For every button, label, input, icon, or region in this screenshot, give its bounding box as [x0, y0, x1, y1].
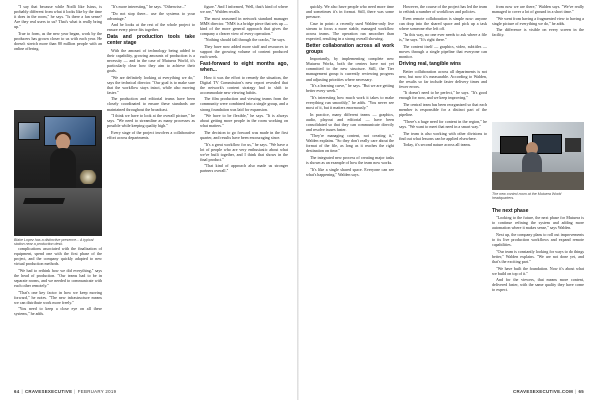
paragraph: Better collaboration across all departments is not new, but now it's measurable. According to Walden, the results so far include faster delivery times and fewer errors.: [399, 68, 487, 89]
right-column-3-top: [492, 4, 584, 120]
right-column-1: [306, 4, 394, 376]
paragraph: "You need to keep a close eye on all these systems," he adds.: [14, 306, 102, 317]
paragraph: "There's a huge need for content in the region," he says. "We want to meet that need in a smart way.": [399, 118, 487, 129]
paragraph: "We have built the foundation. Now it's about what we build on top of it.": [492, 265, 584, 276]
paragraph: "We went from having a fragmented view to having a single picture of everything we do," he adds.: [492, 15, 584, 26]
paragraph: "We are definitely looking at everything we do," says the technical director. "Our goal is to make sure that the workflow stays intact, while also moving faster.": [107, 74, 195, 95]
paragraph: Even remote collaboration is simple now: anyone can drop into the shared space and pick up a task where someone else left off.: [399, 15, 487, 31]
paragraph: "We have to be flexible," he says. "It is always about getting more people in the room working on what matters.": [200, 113, 288, 129]
desk-graphic: [14, 188, 102, 236]
paragraph: "It's more interesting," he says. "Otherwise...": [111, 4, 187, 9]
paragraph: However, the course of the project has led the team to rethink a number of workflows and policies.: [399, 4, 487, 15]
paragraph: Today, it's second nature across all teams.: [403, 142, 472, 148]
page-footer-right: CRAVESEXECUTIVE.COM | 65: [513, 389, 584, 394]
left-column-2: [107, 4, 195, 376]
magazine-name: CRAVESEXECUTIVE.COM: [513, 389, 574, 394]
photo-caption: Blake Lopez has a distinctive presence... A typical station near a production desk.: [14, 238, 94, 247]
paragraph: "That's one key factor in how we keep moving forward," he notes. "The new infrastructure means we can distribute work more freely.": [14, 289, 102, 305]
paragraph: Every stage of the project involves a collaborative effort across departments.: [107, 129, 195, 140]
paragraph: The team is also working with other divisions to find out what lessons can be applied elsewhere.: [399, 130, 487, 141]
paragraph: from now we are there," Walden says. "We've really managed to cover a lot of ground in a short time.": [492, 4, 584, 15]
magazine-name: CRAVESEXECUTIVE: [24, 389, 73, 394]
paragraph: "I think we have to look at the overall picture," he says. "We need to streamline as many processes as possible while keeping quality high.": [107, 113, 195, 129]
paragraph: "We had to rethink how we did everything," says the head of production. "Our teams had to be in separate rooms, and we needed to communicate with each other remotely.": [14, 267, 102, 288]
paragraph: "Nothing should fall through the cracks," he says.: [204, 37, 286, 43]
paragraph: "Our team is constantly looking for ways to do things better," Walden explains. "We are not done yet, and that's the exciting part.": [492, 248, 584, 264]
paragraph: Next up, the company plans to roll out improvements to its live production workflows and expand remote capabilities.: [492, 232, 584, 248]
paragraph: The most seasoned in network standard manager MMS director. "NMS is a bridge piece that sets up — kind of the more general approach that gives the company a clearer view of every operation.": [200, 15, 288, 36]
paragraph: With the amount of technology being added to their capability, growing amounts of production is a necessity — and in the case of Mutuera World, it's particularly clear how they aim to achieve their goals.: [107, 47, 195, 73]
paragraph: "I say that because while Nodli like Isirus, is probably different from what it looks like by the time it does in the room," he says. "Is there a fan sense? Are they real users to us? That's what is really bring up.": [14, 4, 102, 30]
paragraph: The production and editorial teams have been closely coordinated to ensure these standards are maintained throughout the broadcast.: [107, 96, 195, 112]
paragraph: They have now added more staff and resources to support the growing volume of content produced each week.: [200, 44, 288, 60]
paragraph: The content itself — graphics, video, subtitles — moves through a single pipeline that everyone can monitor.: [399, 44, 487, 60]
paragraph: "It's interesting how much work it takes to make everything run smoothly," he adds. "You never see most of it, but it matters enormously.": [306, 94, 394, 110]
paragraph: complications associated with the finalization of equipment, spend one with the first phase of the project, and the company quickly adapted to new virtual production methods.: [14, 246, 102, 267]
paragraph: In practice, many different teams — graphics, audio, playout and editorial — have been consolidated so that they can communicate directly and resolve issues faster.: [306, 111, 394, 132]
paragraph: The central team has been reorganized so that each member is responsible for a distinct part of the pipeline.: [399, 102, 487, 118]
keyboard-graphic: [23, 198, 65, 204]
paragraph: The integrated new process of creating major tasks is shown as an example of how the team now works.: [306, 155, 394, 166]
paragraph: quickly. We also have people who need more time and sometimes it's in format. Still, there was some pressure.: [306, 4, 394, 20]
right-column-2: [399, 4, 487, 376]
paragraph: True to form, as the new year began, work by the producers has grown closer to us with each year. He doesn't stretch more than 80 million people with an online offering.: [14, 30, 102, 51]
paragraph: "In this way, no one ever needs to ask where a file is," he says. "It's right there.": [399, 32, 487, 43]
paragraph: figure." And I informed, 'Well, that's kind of where we are,'" Walden recalls.: [200, 4, 288, 15]
section-heading: Fast-forward to eight months ago, when...: [200, 61, 288, 74]
paragraph: "It's like a single shared space. Everyone can see what's happening," Walden says.: [306, 166, 394, 177]
paragraph: The difference is visible on every screen in the facility.: [492, 27, 584, 38]
paragraph: How it was the effort to remedy the situation, the Digital TV Commission's new report revealed that the network's content strategy had to shift to accommodate new viewing habits.: [200, 74, 288, 95]
paragraph: "It doesn't need to be perfect," he says. "It's good enough for now, and we keep improving.": [399, 90, 487, 101]
monitor-graphic: [18, 122, 40, 140]
right-column-3-bottom: [492, 206, 584, 376]
table-graphic: [492, 172, 584, 190]
paragraph: And he looks at the rest of the whole project to ensure every piece fits together.: [107, 22, 195, 33]
paragraph: "It's a learning curve," he says. "But we are getting better every week.": [306, 83, 394, 94]
issue-date: FEBRUARY 2019: [77, 389, 117, 394]
paragraph: And for the viewers, that means more content, delivered faster, with the same quality they have come to expect.: [492, 277, 584, 293]
page-number: 65: [578, 389, 584, 394]
paragraph: Case in point: a recently used Walden-only live stream to focus a more stable, managed workflow across teams. The operation ran smoother than expected, resulting in a strong overall showing.: [306, 20, 394, 41]
paragraph: The film production and viewing teams from the community were combined into a single group, and a strong foundation was laid for expansion.: [200, 96, 288, 112]
right-page: [298, 0, 596, 400]
section-heading: The next phase: [492, 208, 529, 214]
desk-lamp-graphic: [78, 170, 98, 184]
paragraph: "Do not stop there... use the systems to your advantage.": [107, 10, 195, 21]
left-column-3: [200, 4, 288, 376]
photo-caption: The new control room at the Mutuera World headquarters.: [492, 192, 562, 201]
page-footer-left: 64 | CRAVESEXECUTIVE | FEBRUARY 2019: [14, 389, 117, 394]
section-heading: Driving real, tangible wins: [399, 61, 461, 68]
page-number: 64: [14, 389, 20, 394]
left-column-1-bottom: [14, 246, 102, 376]
paragraph: Importantly, by implementing complete new Mutuera Works, both the centers have not yet committed to the new structure. Still, the Tier management group is currently reviewing progress and adjusting priorities where necessary.: [306, 56, 394, 82]
paragraph: The decision to go forward was made in the first quarter, and results have been encouraging since.: [200, 129, 288, 140]
paragraph: "They're managing content, not creating it," Walden explains. "So they don't really care about the format of the file, as long as it reaches the right destination on time.": [306, 133, 394, 154]
article-photo-editor-at-desk: [14, 110, 102, 236]
paragraph: "It's a great workflow for us," he says. "We have a lot of people who are very enthusiastic about what we've built together, and I think that shows in the final product.": [200, 141, 288, 162]
monitor-graphic: [44, 116, 96, 146]
section-heading: Better collaboration across all work groups: [306, 42, 394, 55]
left-column-1-top: [14, 4, 102, 108]
article-photo-control-room: [492, 122, 584, 190]
monitor-graphic: [500, 136, 528, 154]
paragraph: "That kind of approach also made us stronger partners overall.": [200, 163, 288, 174]
section-heading: Data and production tools take center stage: [107, 34, 195, 47]
monitor-graphic: [565, 138, 581, 152]
paragraph: "Looking to the future, the next phase for Mutuera is to continue refining the system and adding more automation where it makes sense," says Walden.: [492, 215, 584, 231]
